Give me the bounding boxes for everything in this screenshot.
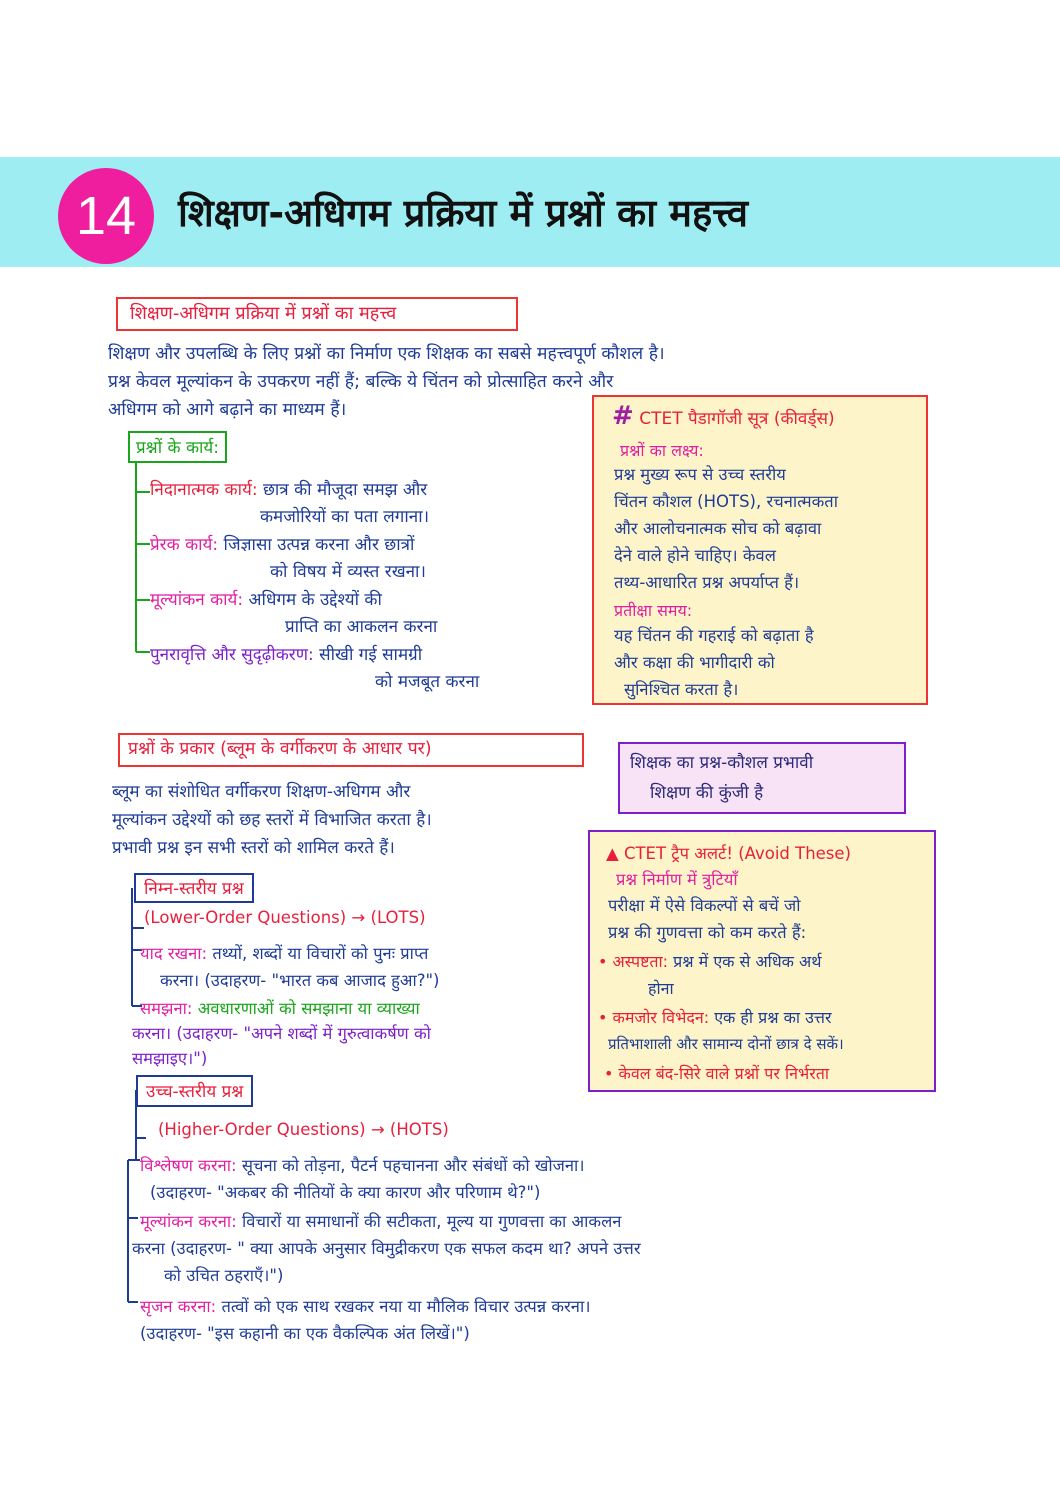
function-item [150, 642, 479, 696]
function-text: कमजोरियों का पता लगाना। [260, 507, 430, 527]
item-text: समझाइए।") [132, 1049, 208, 1068]
create-item [140, 1293, 641, 1347]
intro-line: प्रश्न केवल मूल्यांकन के उपकरण नहीं हैं; बल्कि ये चिंतन को प्रोत्साहित करने और [108, 372, 614, 392]
skill-line: शिक्षक का प्रश्न-कौशल प्रभावी [630, 753, 814, 773]
wait-line: और कक्षा की भागीदारी को [614, 653, 775, 672]
trap-term: कमजोर विभेदन: [612, 1008, 710, 1027]
section2-heading: प्रश्नों के प्रकार (ब्लूम के वर्गीकरण के आधार पर) [118, 733, 584, 767]
ctet-formula-title: CTET पैडागॉजी सूत्र (कीवर्ड्स) [639, 409, 835, 429]
function-term: निदानात्मक कार्य: [150, 480, 258, 500]
trap-list [598, 948, 844, 1087]
trap-subtitle: प्रश्न निर्माण में त्रुटियाँ [616, 870, 738, 889]
trap-alert-box [588, 830, 936, 1092]
item-text: करना (उदाहरण- " क्या आपके अनुसार विमुद्रीकरण एक सफल कदम था? अपने उत्तर [132, 1239, 641, 1258]
function-text: जिज्ञासा उत्पन्न करना और छात्रों [223, 535, 415, 555]
item-text: विचारों या समाधानों की सटीकता, मूल्य या गुणवत्ता का आकलन [242, 1212, 622, 1231]
item-text: (उदाहरण- "अकबर की नीतियों के क्या कारण और परिणाम थे?") [150, 1183, 541, 1202]
function-text: अधिगम के उद्देश्यों की [248, 590, 382, 610]
intro-line: मूल्यांकन उद्देश्यों को छह स्तरों में विभाजित करता है। [112, 810, 432, 830]
trap-text: प्रतिभाशाली और सामान्य दोनों छात्र दे सकें। [608, 1035, 844, 1053]
item-text: को उचित ठहराएँ।") [164, 1266, 284, 1285]
function-text: प्राप्ति का आकलन करना [285, 617, 438, 637]
section2-intro [112, 778, 432, 862]
ctet-formula-box [592, 395, 928, 705]
item-term: मूल्यांकन करना: [140, 1212, 237, 1231]
function-item [150, 477, 479, 532]
wait-line: सुनिश्चित करता है। [624, 680, 739, 699]
trap-item: • केवल बंद-सिरे वाले प्रश्नों पर निर्भरता [604, 1064, 830, 1083]
section1-heading: शिक्षण-अधिगम प्रक्रिया में प्रश्नों का महत्त्व [116, 297, 518, 331]
item-text: तत्वों को एक साथ रखकर नया या मौलिक विचार उत्पन्न करना। [221, 1297, 591, 1316]
trap-title: CTET ट्रैप अलर्ट! (Avoid These) [623, 844, 851, 863]
function-text: को विषय में व्यस्त रखना। [270, 562, 426, 582]
intro-line: प्रभावी प्रश्न इन सभी स्तरों को शामिल करते हैं। [112, 838, 395, 858]
skill-line: शिक्षण की कुंजी है [650, 783, 764, 803]
trap-intro-line: प्रश्न की गुणवत्ता को कम करते हैं: [608, 923, 807, 942]
function-item [150, 532, 479, 587]
warning-triangle-icon: ▲ [606, 844, 619, 863]
ctet-formula-title-row [612, 403, 835, 433]
item-text: करना। (उदाहरण- "अपने शब्दों में गुरुत्वाकर्षण को [132, 1024, 431, 1043]
item-text: अवधारणाओं को समझाना या व्याख्या [197, 999, 420, 1018]
function-term: मूल्यांकन कार्य: [150, 590, 244, 610]
functions-heading: प्रश्नों के कार्य: [128, 431, 227, 463]
trap-term: अस्पष्टता: [612, 952, 669, 971]
function-item [150, 587, 479, 642]
analyze-item [140, 1152, 641, 1208]
evaluate-item [132, 1208, 641, 1293]
goal-line: तथ्य-आधारित प्रश्न अपर्याप्त हैं। [614, 573, 800, 592]
functions-list [150, 477, 479, 696]
item-term: याद रखना: [140, 944, 208, 963]
function-term: प्रेरक कार्य: [150, 535, 219, 555]
intro-line: अधिगम को आगे बढ़ाने का माध्यम हैं। [108, 400, 347, 420]
item-term: सृजन करना: [140, 1297, 217, 1316]
higher-order-heading: उच्च-स्तरीय प्रश्न [136, 1075, 253, 1107]
wait-time-label: प्रतीक्षा समय: [614, 601, 693, 620]
chapter-number-badge: 14 [58, 168, 154, 264]
higher-order-list [132, 1152, 641, 1347]
trap-title-row [606, 840, 851, 867]
higher-order-sub: (Higher-Order Questions) → (HOTS) [158, 1120, 449, 1139]
trap-item: • कमजोर विभेदन: एक ही प्रश्न का उत्तर प्रतिभाशाली और सामान्य दोनों छात्र दे सकें। [598, 1004, 844, 1060]
function-term: पुनरावृत्ति और सुदृढ़ीकरण: [150, 645, 314, 665]
understand-item [132, 996, 440, 1071]
trap-text: एक ही प्रश्न का उत्तर [714, 1008, 832, 1027]
item-text: (उदाहरण- "इस कहानी का एक वैकल्पिक अंत लिखें।") [140, 1324, 470, 1343]
trap-intro-line: परीक्षा में ऐसे विकल्पों से बचें जो [608, 896, 801, 915]
lower-order-list [132, 940, 440, 1071]
goal-label: प्रश्नों का लक्ष्य: [620, 441, 704, 460]
skill-box [618, 742, 906, 814]
goal-line: देने वाले होने चाहिए। केवल [614, 546, 776, 565]
trap-intro [608, 892, 806, 946]
goal-line: और आलोचनात्मक सोच को बढ़ावा [614, 519, 822, 538]
intro-line: ब्लूम का संशोधित वर्गीकरण शिक्षण-अधिगम और [112, 782, 411, 802]
wait-line: यह चिंतन की गहराई को बढ़ाता है [614, 626, 814, 645]
goal-line: चिंतन कौशल (HOTS), रचनात्मकता [614, 492, 838, 511]
function-text: को मजबूत करना [375, 672, 480, 692]
lower-order-heading: निम्न-स्तरीय प्रश्न [134, 873, 254, 903]
goal-line: प्रश्न मुख्य रूप से उच्च स्तरीय [614, 465, 786, 484]
item-term: विश्लेषण करना: [140, 1156, 237, 1175]
intro-line: शिक्षण और उपलब्धि के लिए प्रश्नों का निर्माण एक शिक्षक का सबसे महत्त्वपूर्ण कौशल है। [108, 344, 665, 364]
trap-term: केवल बंद-सिरे वाले प्रश्नों पर निर्भरता [618, 1064, 830, 1083]
remember-item [140, 940, 440, 996]
lower-order-sub: (Lower-Order Questions) → (LOTS) [144, 908, 426, 927]
wait-time-text [614, 622, 814, 703]
trap-text: होना [648, 979, 674, 998]
trap-text: प्रश्न में एक से अधिक अर्थ [673, 952, 822, 971]
function-text: सीखी गई सामग्री [319, 645, 423, 665]
function-text: छात्र की मौजूदा समझ और [262, 480, 428, 500]
hash-icon: # [612, 401, 634, 431]
section1-intro [108, 340, 665, 424]
item-term: समझना: [140, 999, 193, 1018]
item-text: तथ्यों, शब्दों या विचारों को पुनः प्राप्त [212, 944, 429, 963]
trap-item: • अस्पष्टता: प्रश्न में एक से अधिक अर्थ होना [598, 948, 844, 1004]
goal-text [614, 461, 838, 596]
item-text: सूचना को तोड़ना, पैटर्न पहचानना और संबंधों को खोजना। [241, 1156, 585, 1175]
chapter-title: शिक्षण-अधिगम प्रक्रिया में प्रश्नों का महत्त्व [178, 191, 748, 235]
item-text: करना। (उदाहरण- "भारत कब आजाद हुआ?") [160, 971, 440, 990]
